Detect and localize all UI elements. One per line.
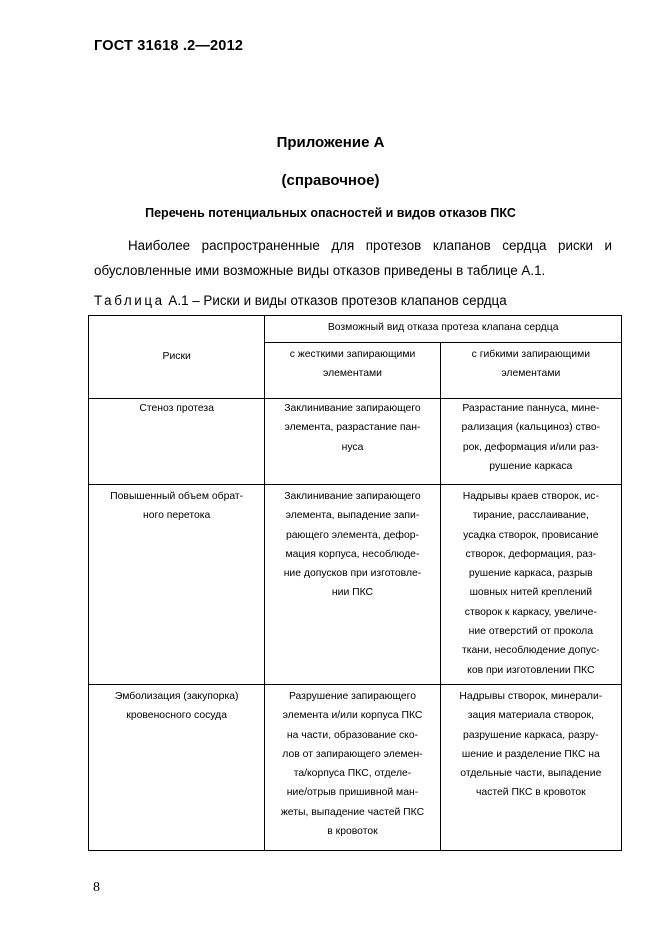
intro-line-1: Наиболее распространенные для протезов клапанов сердца риски и — [128, 238, 612, 253]
table-caption-text: А.1 – Риски и виды отказов протезов клапанов сердца — [164, 293, 507, 308]
appendix-title: Приложение А — [276, 134, 385, 151]
document-header: ГОСТ 31618 .2—2012 — [94, 38, 244, 54]
header-flexible-elements: с гибкими запирающими элементами — [440, 343, 621, 399]
risk-cell: Повышенный объем обрат- ного перетока — [89, 485, 265, 685]
appendix-heading: Перечень потенциальных опасностей и видов отказов ПКС — [145, 206, 516, 220]
flexible-failure-cell: Разрастание паннуса, мине- рализация (кальциноз) ство- рок, деформация и/или раз- рушение каркаса — [440, 399, 621, 485]
table-row — [89, 399, 622, 485]
rigid-failure-cell: Заклинивание запирающего элемента, разрастание пан- нуса — [265, 399, 440, 485]
rigid-failure-cell: Разрушение запирающего элемента и/или корпуса ПКС на части, образование ско- лов от запирающего элемен- та/корпуса ПКС, отделе- ние/отрыв пришивной ман- жеты, выпадение частей ПКС в кровоток — [265, 685, 440, 851]
flexible-failure-cell: Надрывы краев створок, ис- тирание, расслаивание, усадка створок, провисание створок, деформация, раз- рушение каркаса, разрыв шовных нитей креплений створок к каркасу, увеличе- ние отверстий от прокола ткани, несоблюдение допус- ков при изготовлении ПКС — [440, 485, 621, 685]
intro-line-2: обусловленные ими возможные виды отказов приведены в таблице А.1. — [94, 263, 546, 278]
flexible-failure-cell: Надрывы створок, минерали- зация материала створок, разрушение каркаса, разру- шение и разделение ПКС на отдельные части, выпадение частей ПКС в кровоток — [440, 685, 621, 851]
page-number: 8 — [93, 880, 100, 895]
header-rigid-elements: с жесткими запирающими элементами — [265, 343, 440, 399]
table-caption — [94, 293, 507, 308]
header-risks: Риски — [89, 316, 265, 399]
header-failure-mode: Возможный вид отказа протеза клапана сердца — [265, 316, 622, 343]
risks-table — [88, 315, 622, 851]
appendix-subtitle: (справочное) — [281, 172, 380, 189]
table-row — [89, 485, 622, 685]
table-caption-label: Таблица — [94, 293, 165, 308]
table-row — [89, 685, 622, 851]
rigid-failure-cell: Заклинивание запирающего элемента, выпадение запи- рающего элемента, дефор- мация корпуса, несоблюде- ние допусков при изготовле- нии ПКС — [265, 485, 440, 685]
risk-cell: Эмболизация (закупорка) кровеносного сосуда — [89, 685, 265, 851]
risk-cell: Стеноз протеза — [89, 399, 265, 485]
